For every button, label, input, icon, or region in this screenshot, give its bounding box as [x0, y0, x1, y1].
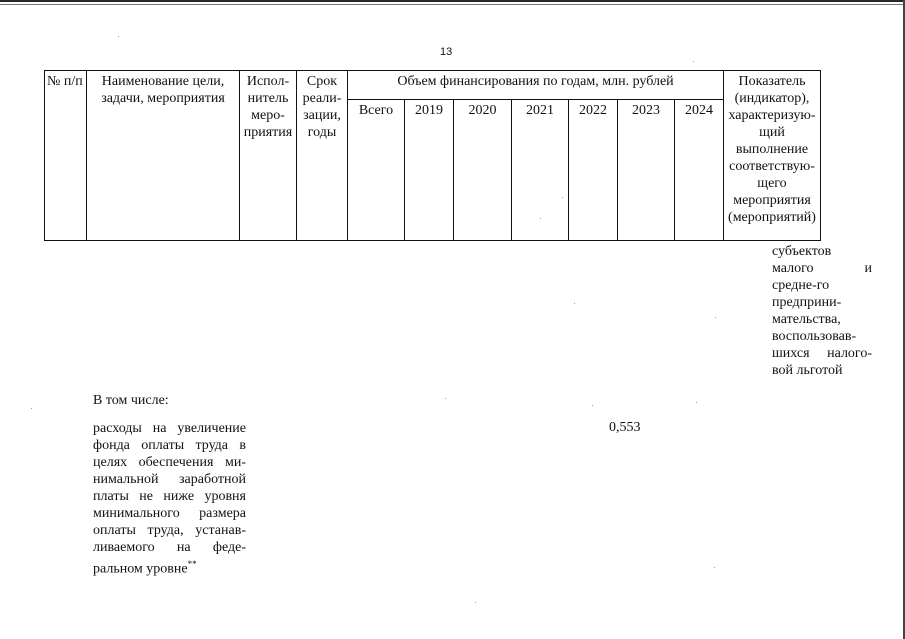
scan-speck — [445, 398, 446, 399]
header-year-2019: 2019 — [405, 100, 454, 241]
scan-speck — [118, 36, 119, 37]
footnote-mark: ** — [187, 559, 197, 569]
scan-edge-top — [0, 0, 905, 2]
header-year-2020: 2020 — [454, 100, 512, 241]
expense-item — [93, 420, 246, 578]
scan-speck — [574, 303, 575, 304]
scan-speck — [715, 317, 716, 318]
header-year-2023: 2023 — [618, 100, 675, 241]
header-year-2024: 2024 — [675, 100, 724, 241]
header-term: Срок реали-зации, годы — [297, 71, 348, 241]
value-2021: 0,553 — [609, 420, 641, 435]
indicator-continuation: субъектов малого и средне-го предприни-мательства, воспользовав-шихся налого-вой льготой — [772, 244, 872, 378]
header-indicator: Показатель (индикатор), характеризую-щий выполнение соответствую-щего мероприятия (мероприятий) — [724, 71, 821, 241]
scan-edge-line — [0, 4, 905, 5]
header-funding: Объем финансирования по годам, млн. рублей — [348, 71, 724, 100]
scan-speck — [475, 602, 476, 603]
scan-speck — [592, 405, 593, 406]
page-number: 13 — [440, 46, 453, 58]
expense-item-text: расходы на увеличение фонда оплаты труда в целях обеспечения ми-нимальной заработной платы не ниже уровня минимального размера оплаты труда, устанав-ливаемого на феде-ральном уровне — [93, 421, 246, 577]
header-name: Наименование цели, задачи, мероприятия — [87, 71, 240, 241]
header-year-2021: 2021 — [512, 100, 569, 241]
scan-speck — [31, 408, 32, 409]
financing-table — [44, 70, 821, 241]
scan-speck — [696, 402, 697, 403]
scan-speck — [540, 218, 541, 219]
header-year-2022: 2022 — [569, 100, 618, 241]
header-executor: Испол-нитель меро-приятия — [240, 71, 297, 241]
including-label: В том числе: — [93, 393, 169, 408]
scan-speck — [562, 197, 563, 198]
header-number: № п/п — [45, 71, 87, 241]
scan-speck — [693, 61, 694, 62]
scan-speck — [714, 567, 715, 568]
header-total: Всего — [348, 100, 405, 241]
